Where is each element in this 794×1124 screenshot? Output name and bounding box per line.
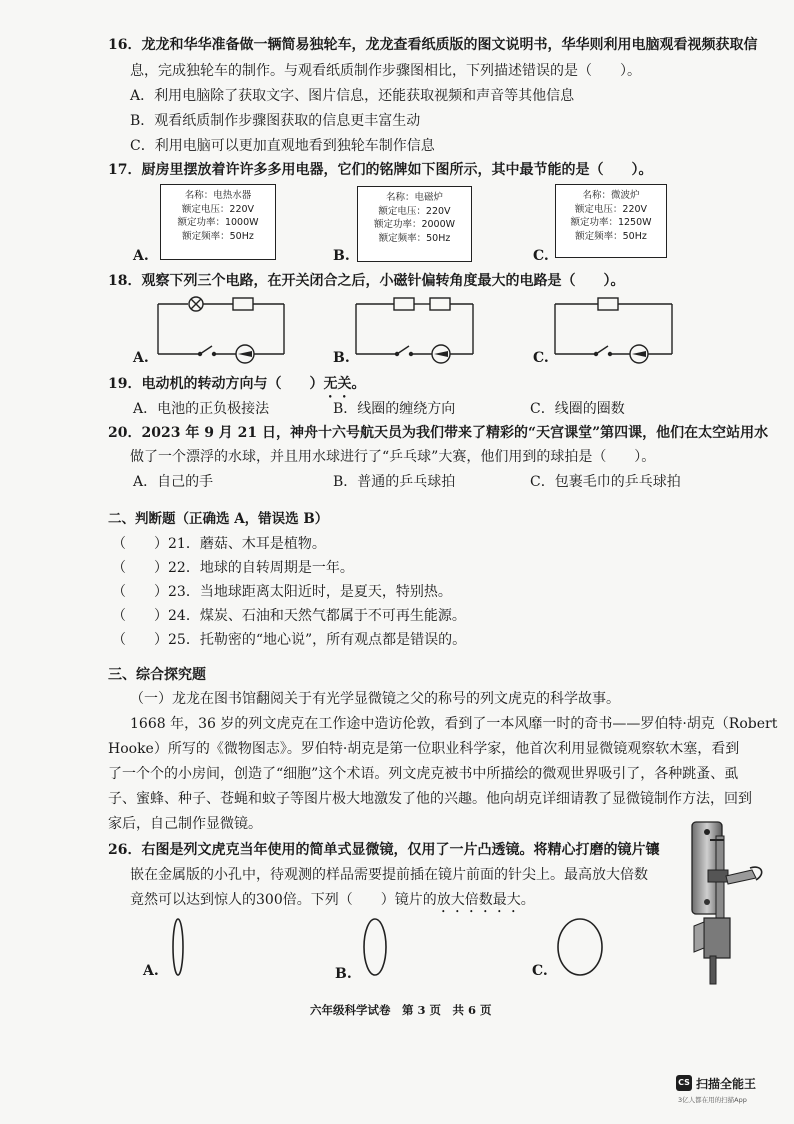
story-line-3: 了一个个的小房间，创造了“细胞”这个术语。列文虎克被书中所描绘的微观世界吸引了，各种跳蚤、虱: [108, 766, 739, 782]
circuit-c-diagram: [0, 292, 794, 372]
story-line-1: 1668 年，36 岁的列文虎克在工作途中造访伦敦，看到了一本风靡一时的奇书——罗伯特·胡克（Robert: [130, 716, 778, 732]
q20-option-c: C．包裹毛巾的乒乓球拍: [530, 474, 681, 490]
q19-stem: [108, 375, 365, 401]
q26-label-c: C.: [532, 963, 548, 979]
q26-label-a: A.: [143, 963, 159, 979]
plate-c-power: 额定功率：1250W: [570, 217, 652, 228]
q26-line3-prefix: 竟然可以达到惊人的300倍。下列（ ）镜片的: [130, 892, 437, 908]
plate-a-power: 额定功率：1000W: [177, 217, 259, 228]
q20-option-b: B．普通的乒乓球拍: [333, 474, 456, 490]
story-line-4: 子、蜜蜂、种子、苍蝇和蚊子等图片极大地激发了他的兴趣。他向胡克详细请教了显微镜制作方法，回到: [108, 791, 752, 807]
q17-label-a: A.: [133, 248, 149, 264]
nameplate-a: [160, 184, 276, 260]
tf-item-22: （ ）22．地球的自转周期是一年。: [112, 560, 354, 576]
story-line-5: 家后，自己制作显微镜。: [108, 816, 262, 832]
q20-option-a: A．自己的手: [133, 474, 214, 490]
plate-c-freq: 额定频率：50Hz: [575, 230, 647, 242]
lens-c-icon: [558, 919, 602, 975]
plate-c-voltage: 额定电压：220V: [574, 203, 648, 215]
plate-b-name: 名称：电磁炉: [385, 192, 443, 203]
q17-label-b: B.: [333, 248, 350, 264]
section3-intro: （一）龙龙在图书馆翻阅关于有光学显微镜之父的称号的列文虎克的科学故事。: [130, 691, 620, 707]
q19-option-b: B．线圈的缠绕方向: [333, 401, 456, 417]
lens-hole: [704, 829, 710, 835]
q18-label-c: C.: [533, 350, 549, 366]
q26-line3: [130, 891, 535, 916]
plate-a-name: 名称：电热水器: [184, 190, 252, 201]
microscope-illustration: [680, 818, 780, 988]
q17-stem: 17．厨房里摆放着许许多多用电器，它们的铭牌如下图所示，其中最节能的是（ ）。: [108, 162, 653, 178]
q17-label-c: C.: [533, 248, 549, 264]
q16-option-c: C．利用电脑可以更加直观地看到独轮车制作信息: [130, 138, 435, 154]
section3-title: 三、综合探究题: [108, 667, 206, 683]
q19-option-a: A．电池的正负极接法: [133, 401, 270, 417]
q26-line2: 嵌在金属版的小孔中，待观测的样品需要提前插在镜片前面的针尖上。最高放大倍数: [130, 867, 648, 883]
section2-title: 二、判断题（正确选 A，错误选 B）: [108, 511, 329, 527]
q26-label-b: B.: [335, 966, 352, 982]
compass-needle-icon: [632, 351, 646, 357]
tf-item-21: （ ）21．蘑菇、木耳是植物。: [112, 536, 326, 552]
q16-stem-line2: 息，完成独轮车的制作。与观看纸质制作步骤图相比，下列描述错误的是（ ）。: [130, 63, 641, 79]
q19-stem-suffix: 。: [351, 376, 366, 392]
q18-label-b: B.: [333, 350, 350, 366]
q26-line3-emph: 放大倍数最大: [436, 892, 521, 908]
q16-stem-line1: 16．龙龙和华华准备做一辆简易独轮车，龙龙查看纸质版的图文说明书，华华则利用电脑观看视频获取信: [108, 37, 758, 53]
nameplate-c: [555, 184, 667, 258]
plate-b-freq: 额定频率：50Hz: [378, 232, 451, 244]
lens-a-icon: [173, 919, 183, 975]
q20-stem-line1: 20．2023 年 9 月 21 日，神舟十六号航天员为我们带来了精彩的“天宫课堂”第四课，他们在太空站用水: [108, 425, 769, 441]
lens-b-icon: [364, 919, 386, 975]
q19-stem-emph: 无关: [323, 376, 352, 392]
plate-a-freq: 额定频率：50Hz: [182, 230, 254, 242]
q16-option-a: A．利用电脑除了获取文字、图片信息，还能获取视频和声音等其他信息: [130, 88, 575, 104]
page-footer: 六年级科学试卷 第 3 页 共 6 页: [310, 1003, 492, 1017]
plate-a-voltage: 额定电压：220V: [181, 203, 255, 215]
q26-line3-suffix: 。: [520, 892, 535, 908]
story-line-2: Hooke）所写的《微物图志》。罗伯特·胡克是第一位职业科学家，他首次利用显微镜观察软木塞，看到: [108, 741, 740, 757]
lens-shapes: [0, 915, 794, 985]
tf-item-23: （ ）23．当地球距离太阳近时，是夏天，特别热。: [112, 584, 452, 600]
plate-c-name: 名称：微波炉: [582, 190, 640, 201]
camscanner-logo: CS: [676, 1075, 692, 1091]
plate-b-voltage: 额定电压：220V: [378, 205, 451, 217]
q16-option-b: B．观看纸质制作步骤图获取的信息更丰富生动: [130, 113, 421, 129]
q19-option-c: C．线圈的圈数: [530, 401, 625, 417]
q20-stem-line2: 做了一个漂浮的水球，并且用水球进行了“乒乓球”大赛，他们用到的球拍是（ ）。: [130, 449, 656, 465]
q18-stem: 18．观察下列三个电路，在开关闭合之后，小磁针偏转角度最大的电路是（ ）。: [108, 273, 625, 289]
camscanner-tagline: 3亿人都在用的扫描App: [678, 1096, 747, 1104]
camscanner-name: 扫描全能王: [696, 1077, 757, 1091]
tf-item-25: （ ）25．托勒密的“地心说”，所有观点都是错误的。: [112, 632, 467, 648]
q19-stem-prefix: 19．电动机的转动方向与（ ）: [108, 376, 324, 392]
tf-item-24: （ ）24．煤炭、石油和天然气都属于不可再生能源。: [112, 608, 466, 624]
q18-label-a: A.: [133, 350, 149, 366]
nameplate-b: [357, 186, 472, 262]
plate-b-power: 额定功率：2000W: [373, 219, 456, 230]
q26-line1: 26．右图是列文虎克当年使用的简单式显微镜，仅用了一片凸透镜。将精心打磨的镜片镶: [108, 842, 660, 858]
